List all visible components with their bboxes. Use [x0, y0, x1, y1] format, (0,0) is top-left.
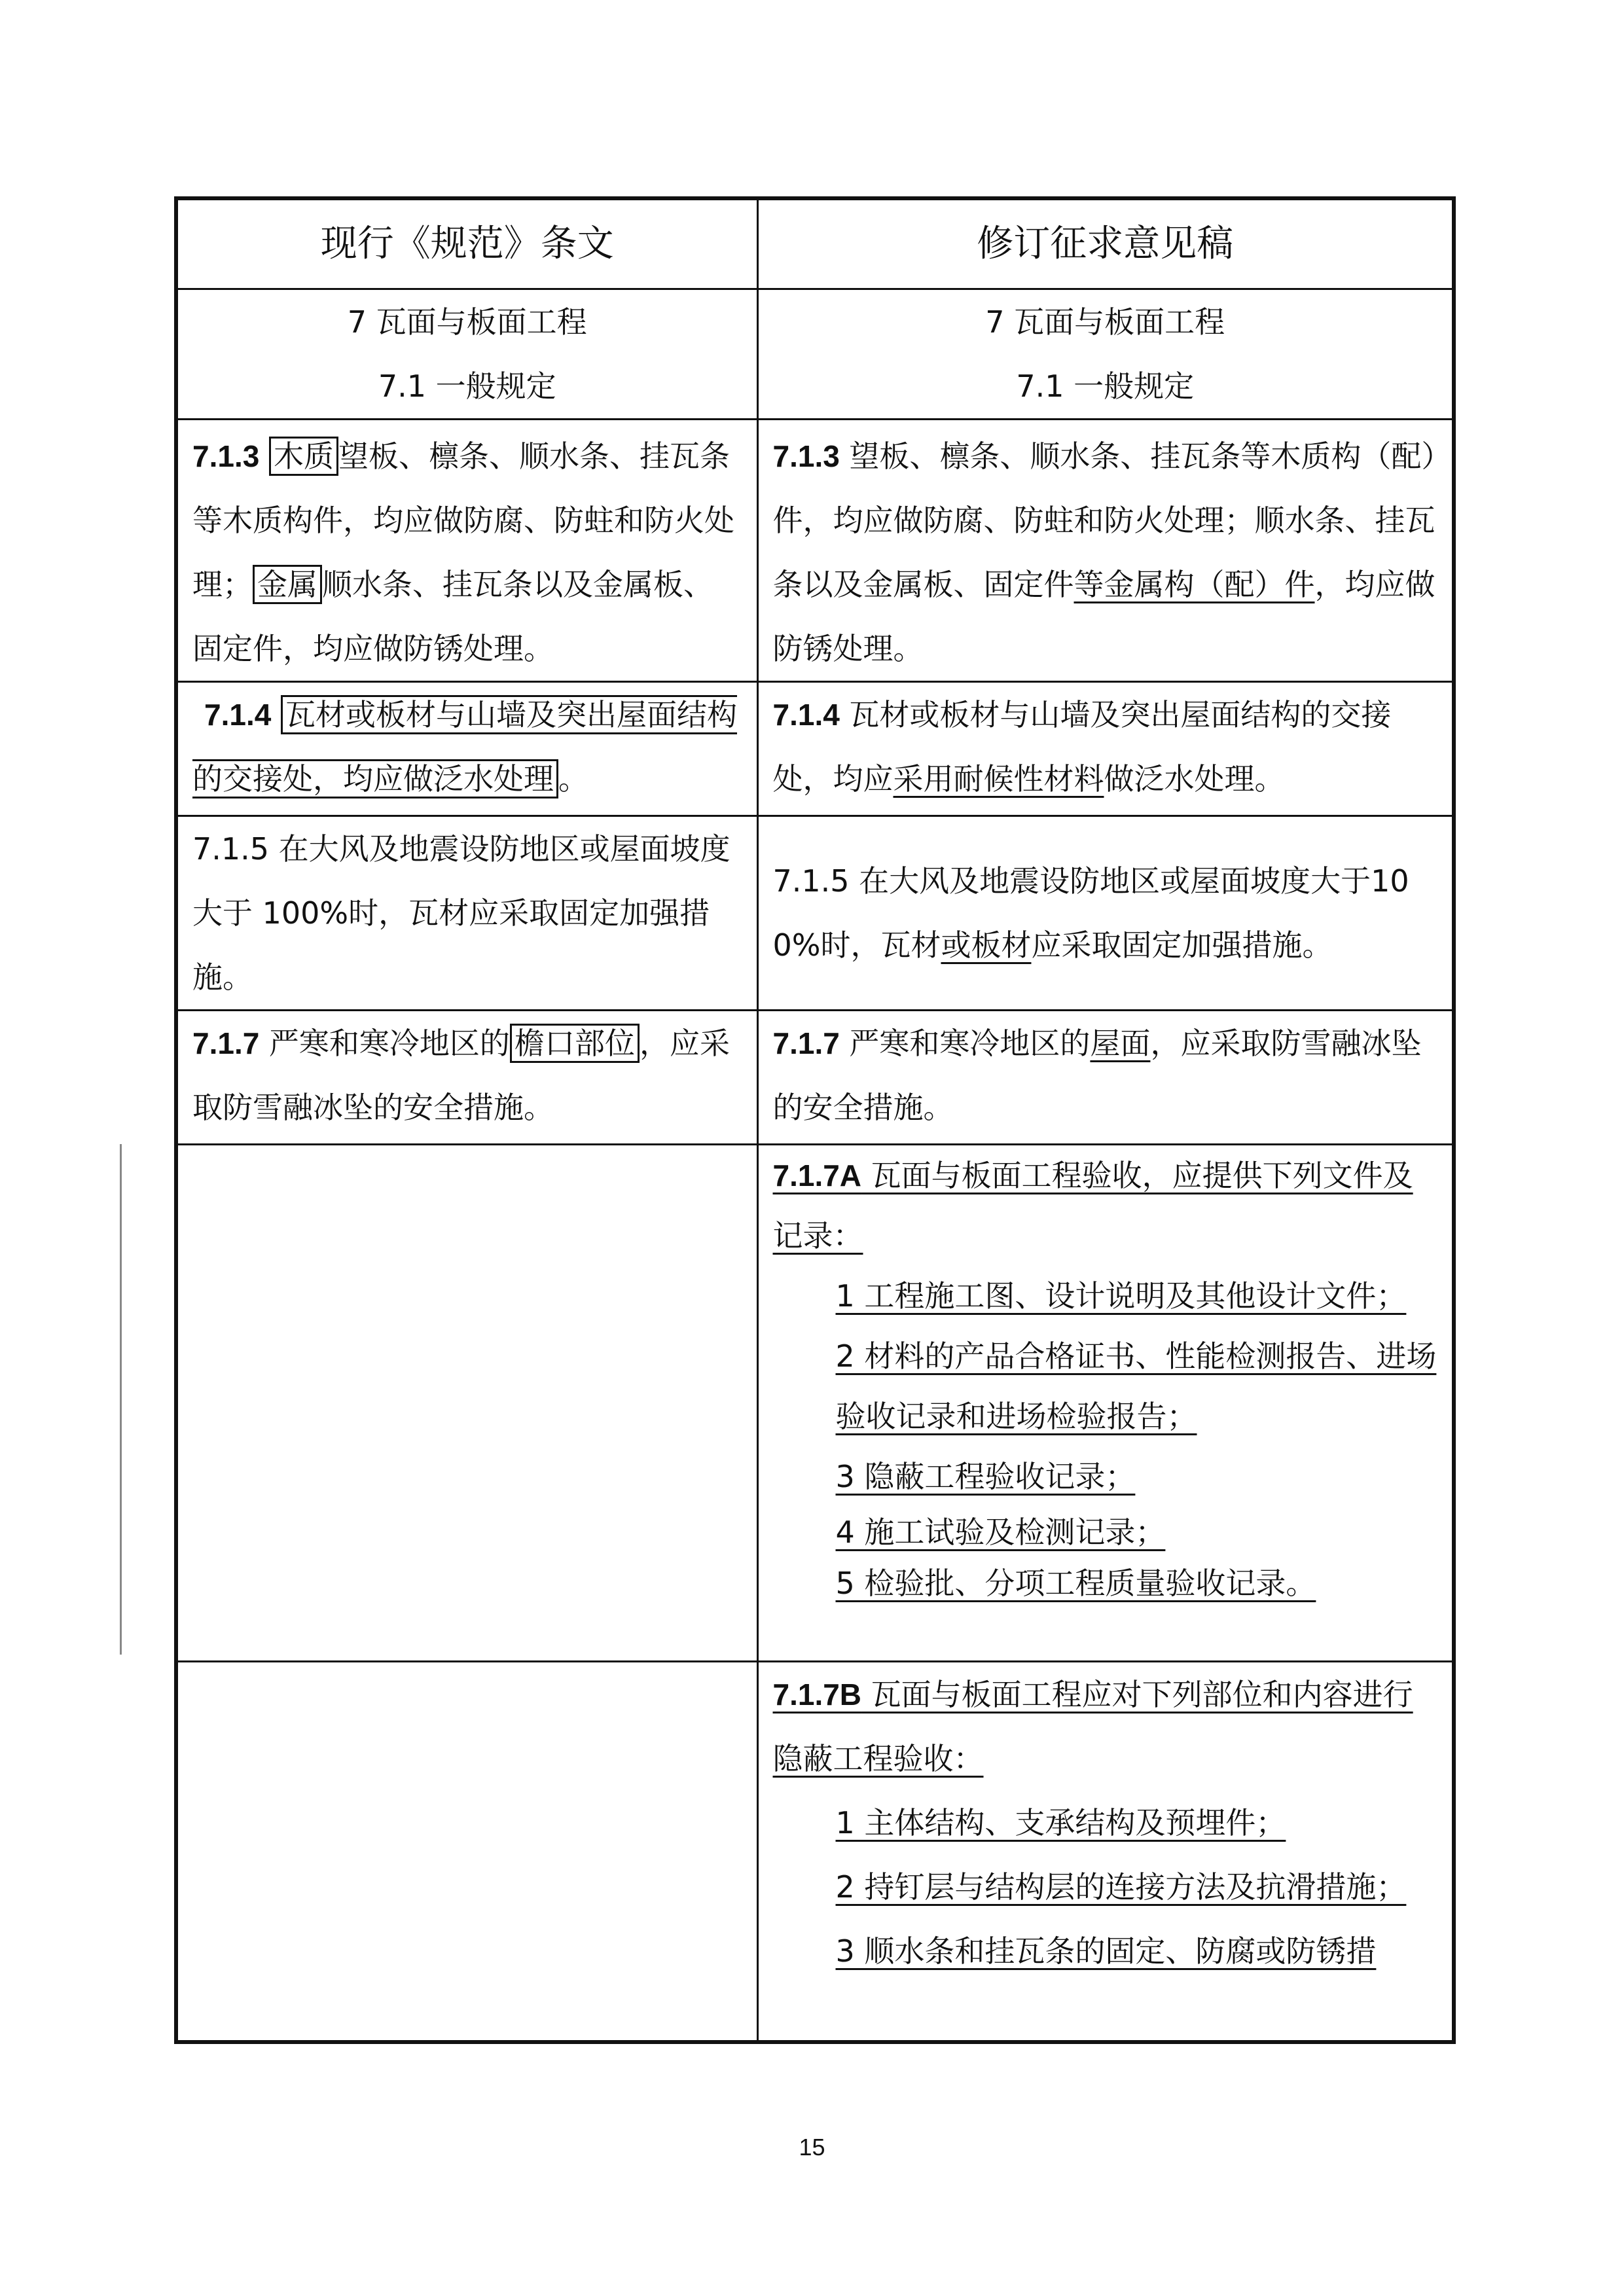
- clause-text: 7.1.5 在大风及地震设防地区或屋面坡度大于100%时，瓦材: [772, 863, 1409, 963]
- clause-number: 7.1.7A: [772, 1158, 862, 1193]
- clause-7-1-3-current: [176, 419, 757, 681]
- table-row-7-1-3: [176, 419, 1454, 681]
- comparison-table: [174, 196, 1456, 2044]
- list-item: 4 施工试验及检测记录；: [835, 1514, 1166, 1550]
- clause-7-1-7a-revised: [757, 1144, 1454, 1661]
- revised-text: 或板材: [941, 927, 1032, 963]
- clause-number: 7.1.3: [192, 439, 260, 473]
- clause-text: 严寒和寒冷地区的: [839, 1025, 1091, 1061]
- clause-7-1-5-current: 7.1.5 在大风及地震设防地区或屋面坡度大于 100%时，瓦材应采取固定加强措施。: [176, 816, 757, 1010]
- clause-text: ，应采取防雪融冰坠的安全措施。: [772, 1025, 1422, 1125]
- margin-change-bar: [120, 1144, 122, 1655]
- section-title-left: 7.1 一般规定: [378, 368, 556, 404]
- clause-number: 7.1.7B: [772, 1677, 862, 1712]
- clause-text: 严寒和寒冷地区的: [259, 1025, 510, 1061]
- clause-7-1-7a-current-empty: [176, 1144, 757, 1661]
- boxed-text: 檐口部位: [510, 1024, 640, 1063]
- clause-text: 应采取固定加强措施。: [1031, 927, 1333, 963]
- clause-text: 瓦材或板材与山墙及突出屋面结构的交接处，均应: [772, 696, 1392, 797]
- clause-number: 7.1.7: [772, 1026, 840, 1060]
- clause-number: 7.1.4: [772, 697, 840, 732]
- list-item: 3 顺水条和挂瓦条的固定、防腐或防锈措: [835, 1933, 1377, 1969]
- section-title-right: 7.1 一般规定: [1016, 368, 1195, 404]
- clause-7-1-7b-current-empty: [176, 1661, 757, 2042]
- boxed-text: 金属: [253, 565, 322, 604]
- boxed-text: 木质: [269, 437, 338, 476]
- table-row-7-1-4: [176, 681, 1454, 816]
- list-item: 2 持钉层与结构层的连接方法及抗滑措施；: [835, 1869, 1407, 1905]
- table-row-7-1-5: [176, 816, 1454, 1010]
- clause-7-1-7b-revised: [757, 1661, 1454, 2042]
- clause-number: 7.1.7: [192, 1026, 260, 1060]
- clause-title: 瓦面与板面工程验收，应提供下列文件及记录：: [772, 1157, 1413, 1253]
- clause-number: 7.1.4: [204, 697, 272, 732]
- clause-text: 做泛水处理。: [1104, 761, 1285, 797]
- table-row-7-1-7b: [176, 1661, 1454, 2042]
- list-item: 2 材料的产品合格证书、性能检测报告、进场验收记录和进场检验报告；: [835, 1338, 1437, 1434]
- clause-text: 望板、檩条、顺水条、挂瓦条等木质构件，均应做防腐、防蛀和防火处理；: [192, 438, 734, 602]
- revised-text: 采用耐候性材料: [893, 761, 1104, 797]
- clause-7-1-7-revised: [757, 1010, 1454, 1144]
- clause-7-1-4-current: [176, 681, 757, 816]
- chapter-title-right: 7 瓦面与板面工程: [985, 304, 1225, 340]
- clause-text: 望板、檩条、顺水条、挂瓦条等木质构（配）件，均应做防腐、防蛀和防火处理；顺水条、挂瓦条以及金属板、固定件: [772, 438, 1437, 602]
- revised-text: 等金属构（配）件: [1074, 566, 1315, 602]
- clause-text: 。: [558, 761, 588, 797]
- table-row-7-1-7a: [176, 1144, 1454, 1661]
- list-item: 5 检验批、分项工程质量验收记录。: [835, 1565, 1316, 1601]
- clause-7-1-4-revised: [757, 681, 1454, 816]
- clause-text: 顺水条、挂瓦条以及金属板、固定件，均应做防锈处理。: [192, 566, 713, 666]
- clause-text: ，均应做防锈处理。: [772, 566, 1435, 666]
- boxed-text: 瓦材或板材与山墙及突出屋面结构的交接处，均应做泛水处理: [192, 695, 737, 798]
- clause-7-1-5-revised: [757, 816, 1454, 1010]
- chapter-title-left: 7 瓦面与板面工程: [347, 304, 587, 340]
- chapter-cell-left: [176, 289, 757, 419]
- table-row-7-1-7: [176, 1010, 1454, 1144]
- header-current-clause: 现行《规范》条文: [176, 198, 757, 289]
- list-item: 1 工程施工图、设计说明及其他设计文件；: [835, 1278, 1407, 1314]
- list-item: 3 隐蔽工程验收记录；: [835, 1458, 1136, 1494]
- table-header-row: [176, 198, 1454, 289]
- clause-7-1-3-revised: [757, 419, 1454, 681]
- clause-number: 7.1.3: [772, 439, 840, 473]
- revised-text: 屋面: [1090, 1025, 1151, 1061]
- list-item: 1 主体结构、支承结构及预埋件；: [835, 1804, 1286, 1840]
- clause-title: 瓦面与板面工程应对下列部位和内容进行隐蔽工程验收：: [772, 1676, 1413, 1776]
- header-revision-draft: 修订征求意见稿: [757, 198, 1454, 289]
- clause-text: ，应采取防雪融冰坠的安全措施。: [192, 1025, 730, 1125]
- chapter-row: [176, 289, 1454, 419]
- page-number: 15: [799, 2134, 825, 2161]
- chapter-cell-right: [757, 289, 1454, 419]
- clause-7-1-7-current: [176, 1010, 757, 1144]
